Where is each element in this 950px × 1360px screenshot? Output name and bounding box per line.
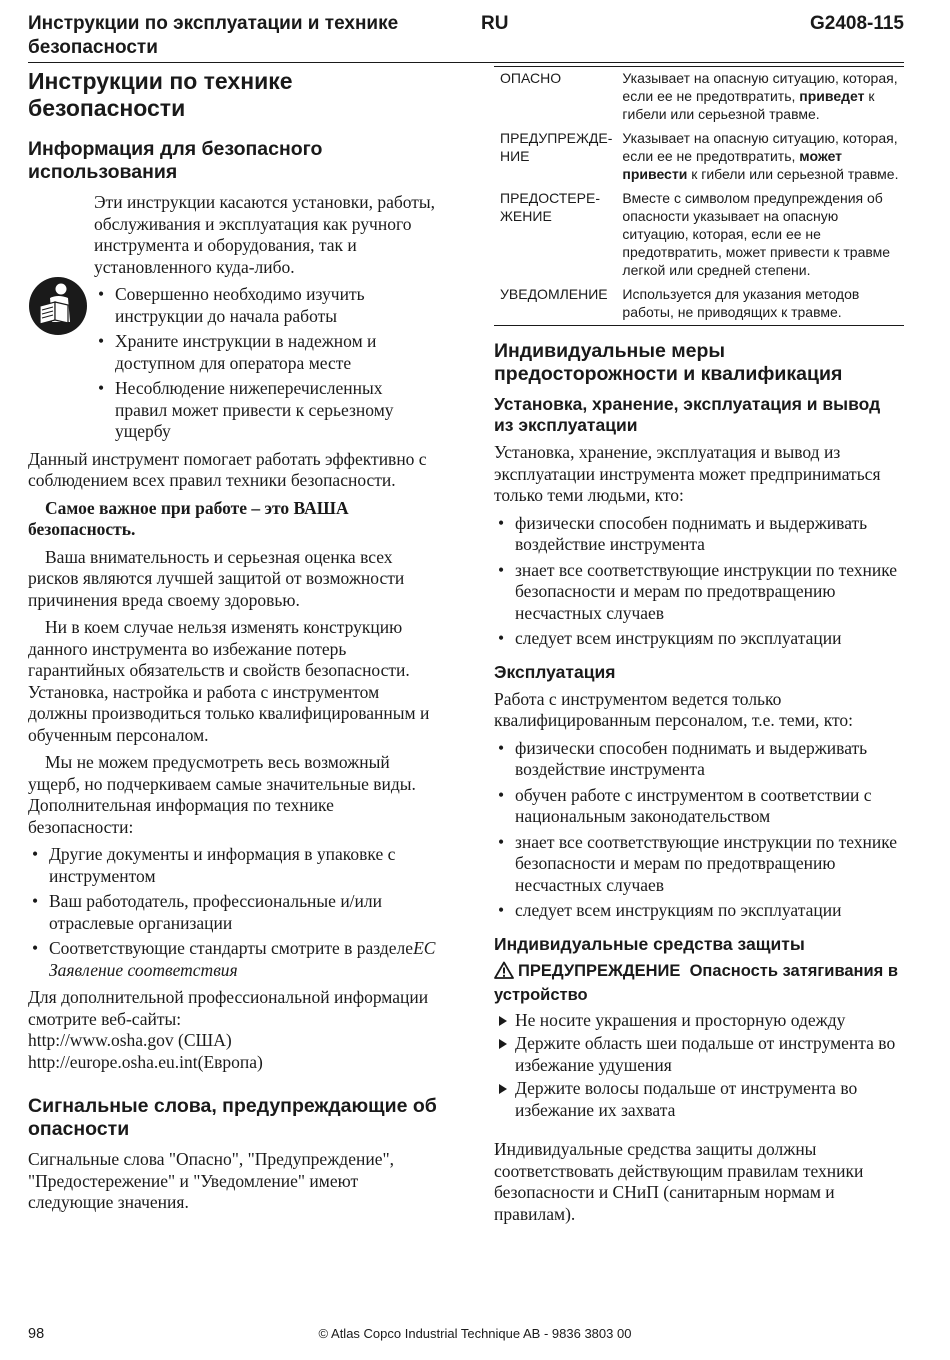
header-language: RU (481, 13, 509, 34)
list-item: Держите волосы подальше от инструмента во избежание их захвата (494, 1078, 904, 1121)
osha-url[interactable]: http://www.osha.gov (США) (28, 1030, 232, 1050)
websites-paragraph: Для дополнительной профессиональной информации смотрите веб-сайты: (28, 987, 429, 1029)
table-row (494, 67, 904, 128)
list-item (28, 938, 438, 981)
safety-instructions-heading: Инструкции по технике безопасности (28, 68, 293, 121)
installation-paragraph: Установка, хранение, эксплуатация и вывод из эксплуатации инструмента может предприниматься только теми людьми, кто: (494, 442, 881, 505)
signal-words-heading: Сигнальные слова, предупреждающие об опасности (28, 1095, 437, 1140)
signal-word-warning: ПРЕДУПРЕЖДЕ-НИЕ (500, 130, 613, 164)
signal-desc-caution: Вместе с символом предупреждения об опасности указывает на опасную ситуацию, которая, если ее не предотвратить, может привести к травме легкой или средней степени. (622, 190, 891, 278)
list-item: Не носите украшения и просторную одежду (494, 1010, 904, 1032)
warning-triangle-icon (494, 961, 514, 985)
arrow-right-icon (499, 1016, 507, 1026)
installation-heading: Установка, хранение, эксплуатация и вывод из эксплуатации (494, 394, 881, 435)
list-item: • следует всем инструкциям по эксплуатации (494, 628, 904, 650)
warning-text: Опасность затягивания в устройство (494, 961, 899, 1004)
signal-desc-danger: Указывает на опасную ситуацию, которая, если ее не предотвратить, приведет к гибели или серьезной травме. (622, 70, 898, 122)
signal-word-caution: ПРЕДОСТЕРЕ-ЖЕНИЕ (500, 190, 600, 224)
info-sources-list (28, 844, 438, 981)
signal-word-notice: УВЕДОМЛЕНИЕ (500, 286, 608, 302)
list-item: • следует всем инструкциям по эксплуатации (494, 900, 904, 922)
read-manual-icon (28, 192, 94, 449)
footer-copyright: © Atlas Copco Industrial Technique AB - 9836 3803 00 (318, 1326, 632, 1341)
installation-bullet-list (494, 513, 904, 650)
list-item: • Несоблюдение нижеперечисленных правил может привести к серьезному ущербу (94, 378, 438, 443)
ppe-heading: Индивидуальные средства защиты (494, 933, 805, 954)
signal-desc-warning: Указывает на опасную ситуацию, которая, если ее не предотвратить, может привести к гибели или серьезной травме. (622, 130, 899, 182)
warning-label: ПРЕДУПРЕЖДЕНИЕ (518, 961, 681, 980)
ppe-paragraph: Индивидуальные средства защиты должны соответствовать действующим правилам техники безопасности и СНиП (санитарным нормам и правилам). (494, 1139, 864, 1224)
list-item: • знает все соответствующие инструкции по технике безопасности и мерам по предотвращению несчастных случаев (494, 832, 904, 897)
attention-paragraph: Ваша внимательность и серьезная оценка всех рисков являются лучшей защитой от возможности причинения вреда своему здоровью. (28, 546, 405, 610)
intro-body (94, 192, 438, 449)
arrow-right-icon (499, 1039, 507, 1049)
safe-use-heading: Информация для безопасного использования (28, 138, 323, 183)
operation-paragraph: Работа с инструментом ведется только квалифицированным персоналом, т.е. теми, кто: (494, 688, 854, 730)
additional-info-paragraph: Мы не можем предусмотреть весь возможный ущерб, но подчеркиваем самые значительные виды. Дополнительная информация по технике безопасности: (28, 752, 416, 837)
ppe-action-list (494, 1010, 904, 1122)
page-number: 98 (28, 1326, 45, 1342)
list-item: • физически способен поднимать и выдерживать воздействие инструмента (494, 738, 904, 781)
table-row (494, 127, 904, 187)
header-model: G2408-115 (809, 13, 904, 34)
arrow-right-icon (499, 1084, 507, 1094)
list-item: • Совершенно необходимо изучить инструкции до начала работы (94, 284, 438, 327)
eu-osha-url[interactable]: http://europe.osha.eu.int(Европа) (28, 1051, 263, 1072)
operation-bullet-list (494, 738, 904, 922)
right-column (494, 66, 904, 1231)
left-column (28, 66, 438, 1220)
signal-word-danger: ОПАСНО (500, 70, 562, 86)
signal-words-table (494, 66, 904, 326)
operation-heading: Эксплуатация (494, 661, 616, 682)
intro-block (28, 192, 438, 449)
table-row (494, 187, 904, 283)
list-item: • физически способен поднимать и выдерживать воздействие инструмента (494, 513, 904, 556)
list-item: • обучен работе с инструментом в соответствии с национальным законодательством (494, 785, 904, 828)
personal-precautions-heading: Индивидуальные меры предосторожности и квалификация (494, 340, 843, 385)
list-item: Держите область шеи подальше от инструмента во избежание удушения (494, 1033, 904, 1076)
list-item: • Другие документы и информация в упаковке с инструментом (28, 844, 438, 887)
efficiency-paragraph: Данный инструмент помогает работать эффективно с соблюдением всех правил техники безопасности. (28, 448, 427, 490)
list-item: • Храните инструкции в надежном и доступном для оператора месте (94, 331, 438, 374)
table-row (494, 283, 904, 326)
intro-text: Эти инструкции касаются установки, работы, обслуживания и эксплуатация как ручного инструмента и оборудования, так и установленного куда-либо. (94, 192, 436, 277)
entanglement-warning (494, 961, 904, 1006)
intro-bullet-list (94, 284, 438, 443)
signal-desc-notice: Используется для указания методов работы, не приводящих к травме. (622, 286, 860, 320)
your-safety-paragraph: Самое важное при работе – это ВАША безопасность. (28, 497, 349, 539)
modification-paragraph: Ни в коем случае нельзя изменять конструкцию данного инструмента во избежание потерь гарантийных обязательств и свойств безопасности. Установка, настройка и работа с инструментом должны производиться только квалифицированным и обученным персоналом. (28, 617, 430, 745)
standards-text: Соответствующие стандарты смотрите в разделе (49, 938, 414, 958)
header-title: Инструкции по эксплуатации и технике безопасности (28, 13, 399, 58)
signal-words-paragraph: Сигнальные слова "Опасно", "Предупреждение", "Предостережение" и "Уведомление" имеют следующие значения. (28, 1149, 394, 1212)
list-item: • знает все соответствующие инструкции по технике безопасности и мерам по предотвращению несчастных случаев (494, 560, 904, 625)
ec-declaration-link[interactable]: ЕС Заявление соответствия (49, 938, 436, 980)
list-item: • Ваш работодатель, профессиональные и/или отраслевые организации (28, 891, 438, 934)
page-header (28, 10, 904, 63)
